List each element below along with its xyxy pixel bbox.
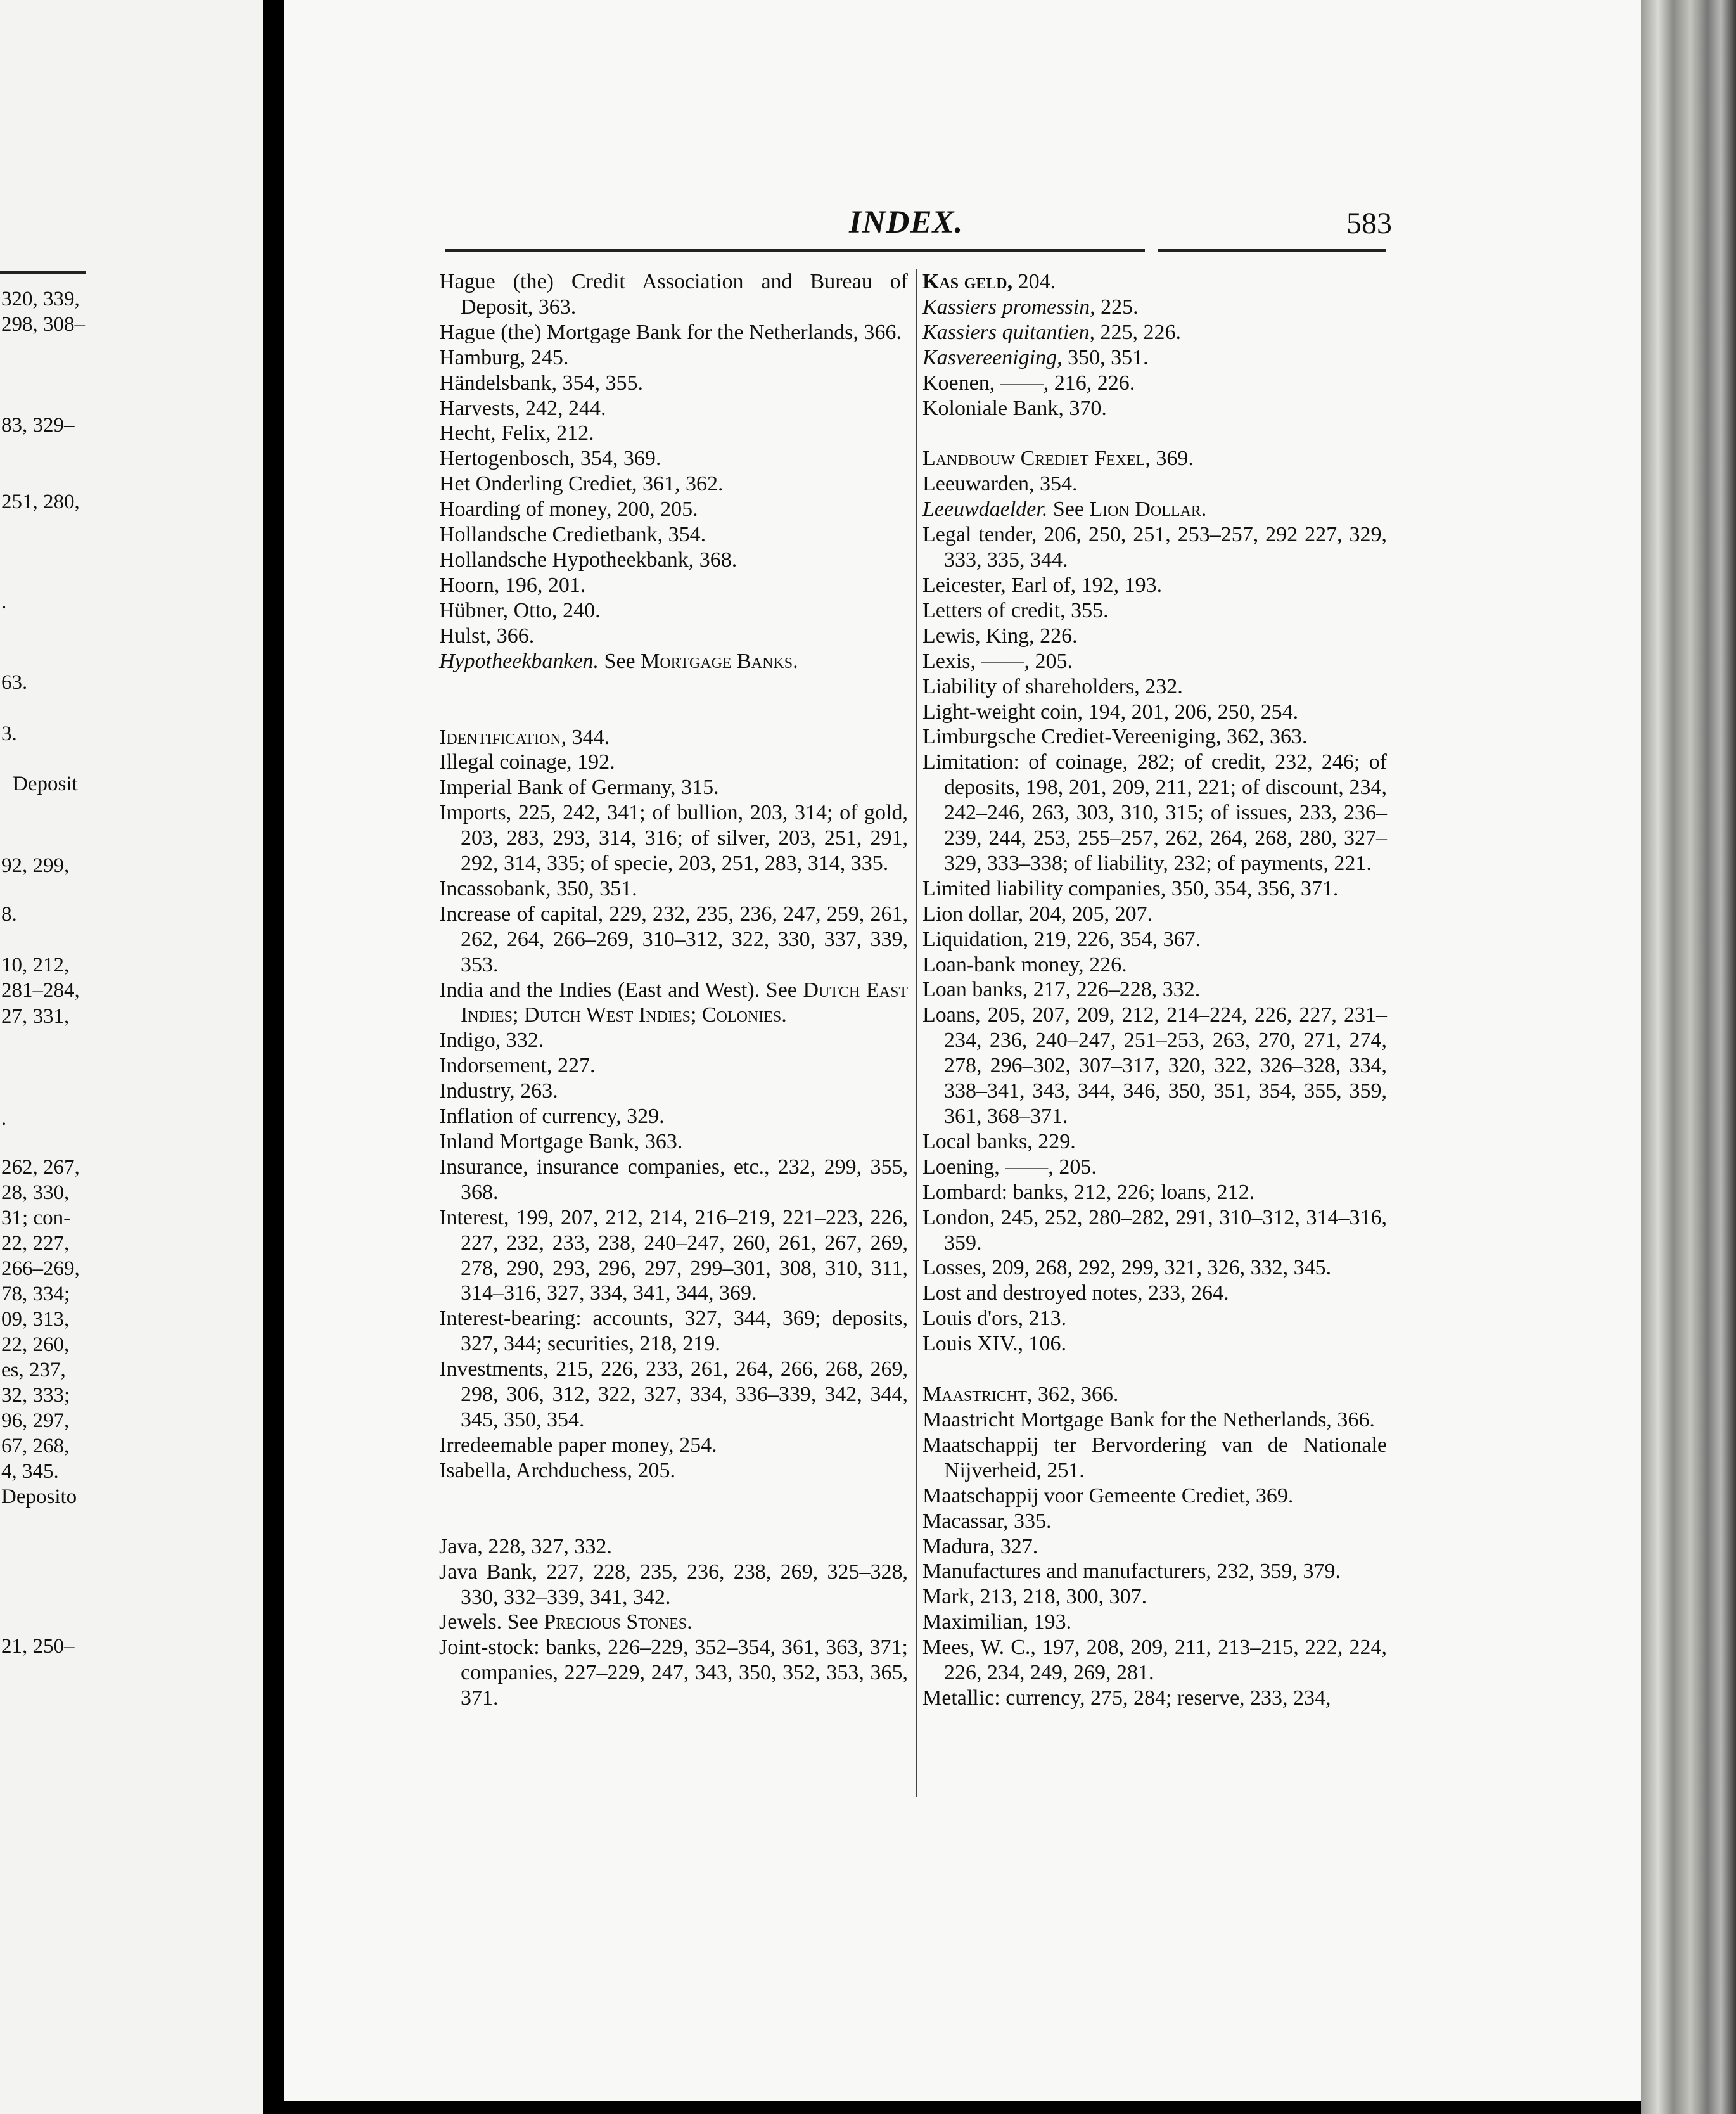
- entry-heading: Hertogenbosch,: [439, 447, 575, 471]
- entry-heading: Louis XIV.,: [922, 1332, 1023, 1356]
- entry-pages: 196, 201.: [499, 573, 586, 597]
- entry-pages: 344.: [566, 725, 610, 749]
- entry-heading: Hague (the) Mortgage Bank for the Netherlands,: [439, 320, 858, 344]
- entry-heading: Lost and destroyed notes,: [922, 1281, 1143, 1305]
- index-entry: [922, 295, 1387, 320]
- index-entry: [439, 1610, 908, 1635]
- entry-heading: Het Onderling Crediet,: [439, 472, 637, 496]
- entry-pages: See: [599, 649, 641, 673]
- index-entry: [439, 725, 908, 750]
- entry-pages: currency, 275, 284; reserve, 233, 234,: [1000, 1686, 1331, 1710]
- entry-pages: 361, 362.: [637, 472, 724, 496]
- entry-heading: Java,: [439, 1534, 483, 1558]
- entry-heading: Hollandsche Hypotheekbank,: [439, 548, 694, 572]
- entry-heading: Loening, ——,: [922, 1155, 1054, 1179]
- facing-text: 8.: [1, 903, 17, 926]
- index-entry: [439, 573, 908, 598]
- index-entry: [439, 750, 908, 775]
- facing-text: Deposito: [1, 1485, 77, 1508]
- entry-heading: Investments,: [439, 1357, 549, 1381]
- entry-heading: Harvests,: [439, 396, 520, 420]
- index-entry: [922, 320, 1387, 345]
- entry-heading: Maastricht Mortgage Bank for the Netherlands,: [922, 1407, 1332, 1432]
- facing-text: 281–284,: [1, 979, 80, 1002]
- entry-pages: See: [1047, 497, 1090, 522]
- entry-heading: India and the Indies (East and West).: [439, 978, 760, 1002]
- entry-heading: Isabella, Archduchess,: [439, 1458, 632, 1482]
- index-entry: [439, 548, 908, 573]
- entry-pages: 232, 299, 355, 368.: [461, 1155, 908, 1204]
- entry-pages: 245, 252, 280–282, 291, 310–312, 314–316, 359.: [944, 1205, 1387, 1255]
- facing-text: 262, 267,: [1, 1156, 80, 1179]
- entry-pages: 205, 207, 209, 212, 214–224, 226, 227, 231–234, 236, 240–247, 251–253, 263, 270, 271, 274, 278, 296–302, 307–317, 320, 322, 326–328, 334, 338–341, 343, 344, 346, 350, 351, 354, 355, 359, 361, 368–371.: [944, 1003, 1387, 1128]
- entry-heading: Loan-bank money,: [922, 952, 1084, 977]
- entry-heading: Legal tender,: [922, 523, 1037, 547]
- entry-pages: 197, 208, 209, 211, 213–215, 222, 224, 226, 234, 249, 269, 281.: [944, 1636, 1387, 1685]
- entry-pages: 229.: [1032, 1129, 1076, 1153]
- index-entry: [922, 624, 1387, 649]
- index-entry: [439, 1079, 908, 1104]
- index-entry: [922, 345, 1387, 371]
- entry-pages: 213, 218, 300, 307.: [974, 1585, 1147, 1609]
- entry-pages: 205.: [1030, 649, 1073, 673]
- entry-pages: 354.: [1034, 472, 1078, 496]
- entry-heading: Increase of capital,: [439, 902, 604, 926]
- entry-pages: 232.: [1139, 674, 1183, 698]
- entry-heading: Indigo,: [439, 1028, 501, 1053]
- entry-pages: 205.: [632, 1458, 675, 1482]
- index-entry: [922, 573, 1387, 598]
- entry-pages: 204, 205, 207.: [1023, 902, 1153, 926]
- entry-pages: 228, 327, 332.: [482, 1534, 612, 1558]
- entry-heading: Hoarding of money,: [439, 497, 612, 522]
- entry-heading: Hypotheekbanken.: [439, 649, 599, 673]
- index-entry: [439, 1053, 908, 1079]
- entry-pages: 209, 268, 292, 299, 321, 326, 332, 345.: [986, 1256, 1332, 1280]
- index-entry: [439, 320, 908, 345]
- entry-heading: Limburgsche Crediet-Vereeniging,: [922, 725, 1222, 749]
- index-entry: [439, 269, 908, 320]
- entry-heading: Leeuwarden,: [922, 472, 1035, 496]
- index-entry: [439, 1306, 908, 1357]
- entry-heading: Hübner, Otto,: [439, 598, 558, 622]
- entry-heading: Koenen, ——,: [922, 371, 1049, 395]
- index-entry: [922, 396, 1387, 421]
- index-entry: [439, 497, 908, 522]
- index-entry: [439, 649, 908, 674]
- entry-heading: Lion dollar,: [922, 902, 1024, 926]
- index-entry: [922, 1003, 1387, 1129]
- index-entry: [439, 1129, 908, 1155]
- entry-pages: 200, 205.: [611, 497, 698, 522]
- section-gap: [439, 1483, 908, 1534]
- entry-heading: Maatschappij ter Bervordering van de Nationale: [922, 1433, 1387, 1457]
- entry-pages: 354.: [663, 523, 706, 547]
- entry-pages: Nijverheid, 251.: [944, 1458, 1085, 1482]
- facing-text: .: [1, 591, 7, 613]
- index-entry: [439, 1205, 908, 1307]
- index-entry: [439, 775, 908, 800]
- entry-heading: Landbouw Crediet Fexel,: [922, 447, 1151, 471]
- entry-pages: 227, 228, 235, 236, 238, 269, 325–328, 330, 332–339, 341, 342.: [461, 1560, 909, 1609]
- entry-pages: 366.: [491, 624, 535, 648]
- index-entry: [439, 800, 908, 876]
- entry-heading: Maastricht,: [922, 1383, 1033, 1407]
- entry-pages: 335.: [1008, 1509, 1052, 1533]
- entry-pages: 193.: [1028, 1610, 1072, 1634]
- entry-pages: 106.: [1023, 1332, 1066, 1356]
- facing-page-rule: [0, 271, 86, 274]
- index-entry: [439, 1155, 908, 1205]
- entry-pages: 263.: [514, 1079, 558, 1103]
- entry-pages: 215, 226, 233, 261, 264, 266, 268, 269, 298, 306, 312, 322, 327, 334, 336–339, 342, 344, 345, 350, 354.: [461, 1357, 908, 1432]
- index-entry: [439, 1534, 908, 1560]
- entry-heading: Liability of shareholders,: [922, 674, 1140, 698]
- entry-pages: 350, 351.: [551, 876, 637, 900]
- facing-text: 4, 345.: [1, 1460, 59, 1483]
- entry-pages: 355.: [1065, 598, 1109, 622]
- facing-text: 251, 280,: [1, 490, 80, 513]
- entry-heading: London,: [922, 1205, 995, 1229]
- index-entry: [922, 700, 1387, 725]
- entry-heading: Liquidation,: [922, 927, 1029, 951]
- entry-pages: 370.: [1063, 396, 1107, 420]
- entry-heading: Koloniale Bank,: [922, 396, 1064, 420]
- entry-pages: 366.: [858, 320, 902, 344]
- cross-reference: Dutch East Indies; Dutch West Indies; Colonies.: [461, 978, 909, 1027]
- entry-heading: Hollandsche Credietbank,: [439, 523, 663, 547]
- entry-heading: Indorsement,: [439, 1054, 552, 1078]
- cross-reference: Lion Dollar.: [1089, 497, 1207, 522]
- entry-pages: 232, 359, 379.: [1211, 1560, 1341, 1584]
- index-entry: [922, 471, 1387, 497]
- entry-pages: 362, 366.: [1032, 1383, 1119, 1407]
- index-entry: [439, 902, 908, 978]
- index-entry: [922, 1331, 1387, 1357]
- entry-heading: Kasvereeniging,: [922, 345, 1063, 369]
- index-entry: [439, 624, 908, 649]
- index-entry: [439, 876, 908, 902]
- entry-heading: Hamburg,: [439, 345, 526, 369]
- facing-text: 83, 329–: [1, 414, 75, 437]
- entry-heading: Madura,: [922, 1534, 995, 1558]
- index-entry: [922, 674, 1387, 700]
- entry-heading: Limitation:: [922, 750, 1019, 774]
- index-entry: [922, 371, 1387, 396]
- entry-pages: 368.: [694, 548, 737, 572]
- book-page-edges: [1641, 0, 1736, 2114]
- index-entry: [922, 952, 1387, 978]
- index-entry: [922, 1483, 1387, 1509]
- entry-pages: 217, 226–228, 332.: [1028, 978, 1201, 1002]
- index-entry: [922, 724, 1387, 750]
- facing-text: 67, 268,: [1, 1435, 70, 1457]
- entry-heading: Louis d'ors,: [922, 1307, 1024, 1331]
- index-entry: [922, 927, 1387, 952]
- entry-pages: 199, 207, 212, 214, 216–219, 221–223, 226, 227, 232, 233, 238, 240–247, 260, 261, 267, 269, 278, 290, 293, 296, 297, 299–301, 308, 310, 311, 314–316, 327, 334, 341, 344, 369.: [461, 1205, 908, 1305]
- facing-text: 22, 260,: [1, 1333, 70, 1356]
- header-rule: [445, 249, 1145, 252]
- entry-pages: 366.: [1331, 1407, 1375, 1432]
- facing-text: 78, 334;: [1, 1283, 70, 1305]
- index-entry: [439, 396, 908, 421]
- index-entry: [922, 446, 1387, 471]
- index-entry: [922, 1610, 1387, 1635]
- index-entry: [922, 1433, 1387, 1483]
- column-divider: [916, 269, 917, 1797]
- page-number: 583: [1346, 207, 1392, 240]
- entry-heading: Kassiers promessin,: [922, 295, 1095, 319]
- index-entry: [922, 1509, 1387, 1534]
- entry-pages: See: [502, 1610, 544, 1634]
- index-entry: [439, 1458, 908, 1483]
- entry-pages: 327.: [995, 1534, 1038, 1558]
- entry-pages: 227.: [552, 1054, 596, 1078]
- entry-heading: Illegal coinage,: [439, 750, 572, 774]
- entry-pages: See: [760, 978, 803, 1002]
- index-entry: [922, 750, 1387, 876]
- entry-heading: Jewels.: [439, 1610, 502, 1634]
- entry-heading: Mark,: [922, 1585, 975, 1609]
- index-entry: [439, 1635, 908, 1711]
- index-entry: [439, 421, 908, 446]
- entry-pages: 213.: [1023, 1307, 1067, 1331]
- facing-text: 266–269,: [1, 1257, 80, 1280]
- entry-heading: Macassar,: [922, 1509, 1009, 1533]
- index-entry: [922, 1255, 1387, 1281]
- entry-heading: Inflation of currency,: [439, 1105, 622, 1129]
- entry-pages: 233, 264.: [1142, 1281, 1229, 1305]
- index-entry: [922, 1686, 1387, 1711]
- entry-heading: Java Bank,: [439, 1560, 538, 1584]
- entry-heading: Interest-bearing:: [439, 1307, 582, 1331]
- index-entry: [439, 1357, 908, 1433]
- index-entry: [922, 1559, 1387, 1584]
- index-entry: [922, 1635, 1387, 1686]
- entry-heading: Manufactures and manufacturers,: [922, 1560, 1211, 1584]
- entry-heading: Identification,: [439, 725, 567, 749]
- entry-heading: Hague (the) Credit Association and Bureau of: [439, 270, 908, 293]
- entry-pages: 354, 355.: [557, 371, 644, 395]
- section-gap: [922, 421, 1387, 446]
- facing-text: 09, 313,: [1, 1308, 70, 1331]
- entry-pages: 226.: [1034, 624, 1078, 648]
- entry-heading: Händelsbank,: [439, 371, 558, 395]
- cross-reference: Precious Stones.: [544, 1610, 692, 1634]
- entry-pages: banks, 226–229, 352–354, 361, 363, 371; companies, 227–229, 247, 343, 350, 352, 353, 365, 371.: [461, 1636, 908, 1710]
- entry-pages: 242, 244.: [520, 396, 606, 420]
- section-gap: [439, 674, 908, 725]
- entry-pages: banks, 212, 226; loans, 212.: [1007, 1180, 1255, 1204]
- entry-heading: Losses,: [922, 1256, 987, 1280]
- entry-pages: 254.: [673, 1433, 717, 1457]
- entry-pages: 225.: [1095, 295, 1139, 319]
- facing-text: 92, 299,: [1, 854, 70, 877]
- entry-pages: 363.: [639, 1130, 683, 1153]
- index-entry: [439, 598, 908, 624]
- index-entry: [922, 649, 1387, 674]
- entry-heading: Hecht, Felix,: [439, 421, 551, 445]
- index-entry: [922, 522, 1387, 573]
- facing-text: 10, 212,: [1, 954, 70, 977]
- index-entry: [439, 345, 908, 371]
- entry-heading: Leicester, Earl of,: [922, 573, 1076, 597]
- entry-pages: 212.: [551, 421, 594, 445]
- entry-pages: 206, 250, 251, 253–257, 292 227, 329, 333, 335, 344.: [944, 523, 1387, 572]
- index-entry: [922, 902, 1387, 927]
- entry-heading: Hoorn,: [439, 573, 500, 597]
- running-title: INDEX.: [849, 205, 964, 240]
- entry-heading: Hulst,: [439, 624, 492, 648]
- index-entry: [439, 1433, 908, 1458]
- index-entry: [922, 876, 1387, 902]
- index-entry: [439, 371, 908, 396]
- entry-pages: accounts, 327, 344, 369; deposits, 327, 344; securities, 218, 219.: [461, 1307, 908, 1356]
- entry-heading: Maatschappij voor Gemeente Crediet,: [922, 1483, 1251, 1508]
- entry-pages: 350, 354, 356, 371.: [1166, 876, 1339, 900]
- entry-pages: 194, 201, 206, 250, 254.: [1083, 700, 1299, 724]
- index-entry: [922, 1306, 1387, 1331]
- index-entry: [922, 1129, 1387, 1155]
- entry-pages: 245.: [525, 345, 569, 369]
- facing-text: 96, 297,: [1, 1409, 70, 1432]
- entry-heading: Imports,: [439, 801, 512, 825]
- entry-pages: 216, 226.: [1049, 371, 1135, 395]
- facing-text: es, 237,: [1, 1359, 66, 1381]
- entry-heading: Irredeemable paper money,: [439, 1433, 674, 1457]
- entry-pages: 229, 232, 235, 236, 247, 259, 261, 262, 264, 266–269, 310–312, 322, 330, 337, 339, 353.: [461, 902, 908, 977]
- entry-pages: of coinage, 282; of credit, 232, 246; of deposits, 198, 201, 209, 211, 221; of discount, 234, 242–246, 263, 303, 310, 315; of issues, 233, 236–239, 244, 253, 255–257, 262, 264, 268, 280, 327–329, 333–338; of liability, 232; of payments, 221.: [944, 750, 1387, 875]
- entry-heading: Mees, W. C.,: [922, 1636, 1036, 1660]
- entry-heading: Light-weight coin,: [922, 700, 1083, 724]
- entry-heading: Metallic:: [922, 1686, 1000, 1710]
- facing-text: 3.: [1, 722, 17, 745]
- entry-heading: Leeuwdaelder.: [922, 497, 1048, 522]
- entry-pages: 240.: [557, 598, 601, 622]
- entry-heading: Loan banks,: [922, 978, 1028, 1002]
- entry-heading: Insurance, insurance companies, etc.,: [439, 1155, 770, 1179]
- index-entry: [439, 446, 908, 471]
- facing-text: 27, 331,: [1, 1005, 70, 1028]
- entry-heading: Joint-stock:: [439, 1636, 540, 1660]
- index-entry: [922, 598, 1387, 624]
- entry-pages: 225, 226.: [1095, 320, 1182, 344]
- index-entry: [922, 1281, 1387, 1306]
- facing-text: 298, 308–: [1, 313, 85, 336]
- facing-text: 320, 339,: [1, 288, 80, 311]
- index-entry: [439, 1560, 908, 1610]
- entry-pages: 219, 226, 354, 367.: [1028, 927, 1201, 951]
- index-entry: [922, 497, 1387, 522]
- entry-pages: 354, 369.: [575, 447, 661, 471]
- entry-pages: 225, 242, 341; of bullion, 203, 314; of gold, 203, 283, 293, 314, 316; of silver, 203, 251, 291, 292, 314, 335; of specie, 203, 251, 283, 314, 335.: [461, 801, 908, 876]
- entry-heading: Inland Mortgage Bank,: [439, 1130, 640, 1153]
- index-entry: [439, 1028, 908, 1053]
- facing-page-fragment: [0, 0, 263, 2114]
- entry-heading: Imperial Bank of Germany,: [439, 776, 676, 800]
- facing-text: 21, 250–: [1, 1635, 75, 1658]
- index-entry: [922, 1205, 1387, 1256]
- entry-pages: 362, 363.: [1221, 725, 1308, 749]
- entry-heading: Letters of credit,: [922, 598, 1066, 622]
- index-entry: [922, 1534, 1387, 1560]
- entry-heading: Lewis, King,: [922, 624, 1035, 648]
- cross-reference: Mortgage Banks.: [641, 649, 798, 673]
- facing-text: 31; con-: [1, 1207, 71, 1229]
- entry-pages: 204.: [1012, 270, 1056, 293]
- section-gap: [922, 1357, 1387, 1382]
- entry-heading: Maximilian,: [922, 1610, 1029, 1634]
- entry-heading: Kas geld,: [922, 270, 1013, 293]
- index-entry: [439, 471, 908, 497]
- facing-text: 28, 330,: [1, 1181, 70, 1204]
- index-entry: [922, 1407, 1387, 1433]
- entry-pages: 315.: [675, 776, 719, 800]
- facing-text: Deposit: [13, 772, 78, 795]
- entry-heading: Limited liability companies,: [922, 876, 1166, 900]
- entry-pages: Deposit, 363.: [461, 295, 577, 319]
- entry-heading: Interest,: [439, 1205, 509, 1229]
- index-column-left: [439, 269, 908, 1711]
- facing-text: 63.: [1, 671, 28, 694]
- entry-pages: 205.: [1053, 1155, 1097, 1179]
- facing-text: 32, 333;: [1, 1384, 70, 1407]
- index-entry: [922, 1155, 1387, 1180]
- facing-text: .: [1, 1107, 7, 1130]
- entry-heading: Loans,: [922, 1003, 981, 1027]
- entry-pages: 192.: [571, 750, 615, 774]
- entry-pages: 329.: [621, 1105, 665, 1129]
- index-entry: [922, 977, 1387, 1003]
- entry-heading: Local banks,: [922, 1129, 1033, 1153]
- entry-heading: Industry,: [439, 1079, 515, 1103]
- entry-heading: Lombard:: [922, 1180, 1008, 1204]
- index-entry: [439, 1104, 908, 1129]
- index-column-right: [922, 269, 1387, 1711]
- index-entry: [439, 522, 908, 548]
- entry-pages: 332.: [501, 1028, 544, 1053]
- entry-pages: 226.: [1083, 952, 1127, 977]
- header-rule: [1158, 249, 1386, 252]
- entry-heading: Kassiers quitantien,: [922, 320, 1095, 344]
- entry-pages: 369.: [1150, 447, 1194, 471]
- entry-heading: Lexis, ——,: [922, 649, 1030, 673]
- index-entry: [922, 1584, 1387, 1610]
- facing-text: 22, 227,: [1, 1232, 70, 1255]
- entry-pages: 369.: [1250, 1483, 1294, 1508]
- index-entry: [922, 1180, 1387, 1205]
- index-entry: [922, 1382, 1387, 1407]
- entry-pages: 350, 351.: [1062, 345, 1149, 369]
- index-entry: [439, 978, 908, 1028]
- entry-pages: 192, 193.: [1076, 573, 1163, 597]
- entry-heading: Incassobank,: [439, 876, 551, 900]
- index-entry: [922, 269, 1387, 295]
